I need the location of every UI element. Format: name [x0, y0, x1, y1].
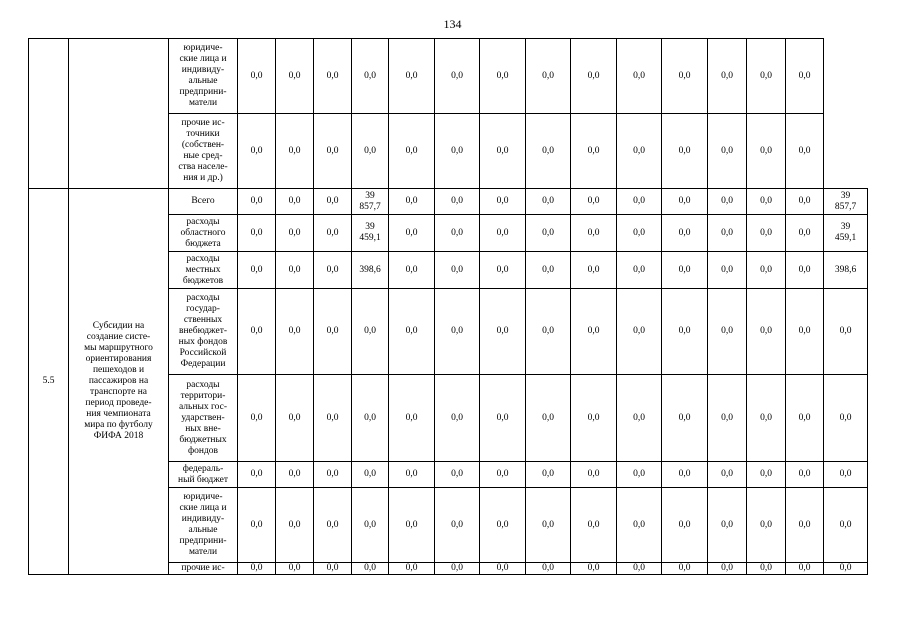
source-cell: расходы территори- альных гос- ударствен- ных вне- бюджетных фондов — [169, 375, 238, 462]
measure-cell — [69, 39, 169, 189]
page-number: 134 — [443, 17, 462, 31]
table-row: юридиче- ские лица и индивиду- альные предприни- матели 0,0 0,0 0,0 0,0 0,0 0,0 0,0 0,0 0,0 0,0 0,0 0,0 0,0 0,0 0,0 — [29, 488, 868, 563]
table-row: расходы местных бюджетов 0,0 0,0 0,0 398,6 0,0 0,0 0,0 0,0 0,0 0,0 0,0 0,0 0,0 0,0 398,6 — [29, 252, 868, 289]
source-cell: расходы областного бюджета — [169, 215, 238, 252]
table-row: 5.5 Субсидии на создание систе- мы маршрутного ориентирования пешеходов и пассажиров на транспорте на период проведе- ния чемпионата мира по футболу ФИФА 2018 Всего 0,0 0,0 0,0 39 857,7 0,0 0,0 0,0 0,0 0,0 0,0 0,0 0,0 0,0 0,0 39 857,7 — [29, 189, 868, 215]
measure-cell: Субсидии на создание систе- мы маршрутного ориентирования пешеходов и пассажиров на транспорте на период проведе- ния чемпионата мира по футболу ФИФА 2018 — [69, 189, 169, 575]
source-cell: юридиче- ские лица и индивиду- альные предприни- матели — [169, 488, 238, 563]
source-cell: расходы государ- ственных внебюджет- ных фондов Российской Федерации — [169, 289, 238, 375]
source-cell: прочие ис- точники (собствен- ные сред- ства населе- ния и др.) — [169, 114, 238, 189]
table-row: прочие ис- точники (собствен- ные сред- ства населе- ния и др.) 0,0 0,0 0,0 0,0 0,0 0,0 0,0 0,0 0,0 0,0 0,0 0,0 0,0 0,0 — [29, 114, 868, 189]
table-row: расходы государ- ственных внебюджет- ных фондов Российской Федерации 0,0 0,0 0,0 0,0 0,0 0,0 0,0 0,0 0,0 0,0 0,0 0,0 0,0 0,0 0,0 — [29, 289, 868, 375]
table-row: прочие ис- 0,0 0,0 0,0 0,0 0,0 0,0 0,0 0,0 0,0 0,0 0,0 0,0 0,0 0,0 0,0 — [29, 563, 868, 575]
source-cell: прочие ис- — [169, 563, 238, 575]
row-number-cell — [29, 39, 69, 189]
source-cell: юридиче- ские лица и индивиду- альные предприни- матели — [169, 39, 238, 114]
table-row: федераль- ный бюджет 0,0 0,0 0,0 0,0 0,0 0,0 0,0 0,0 0,0 0,0 0,0 0,0 0,0 0,0 0,0 — [29, 462, 868, 488]
table-row: расходы территори- альных гос- ударствен- ных вне- бюджетных фондов 0,0 0,0 0,0 0,0 0,0 0,0 0,0 0,0 0,0 0,0 0,0 0,0 0,0 0,0 0,0 — [29, 375, 868, 462]
row-number-cell: 5.5 — [29, 189, 69, 575]
source-cell: Всего — [169, 189, 238, 215]
table-row: юридиче- ские лица и индивиду- альные предприни- матели 0,0 0,0 0,0 0,0 0,0 0,0 0,0 0,0 0,0 0,0 0,0 0,0 0,0 0,0 — [29, 39, 868, 114]
source-cell: расходы местных бюджетов — [169, 252, 238, 289]
funding-table — [28, 38, 868, 575]
source-cell: федераль- ный бюджет — [169, 462, 238, 488]
table-row: расходы областного бюджета 0,0 0,0 0,0 39 459,1 0,0 0,0 0,0 0,0 0,0 0,0 0,0 0,0 0,0 0,0 39 459,1 — [29, 215, 868, 252]
